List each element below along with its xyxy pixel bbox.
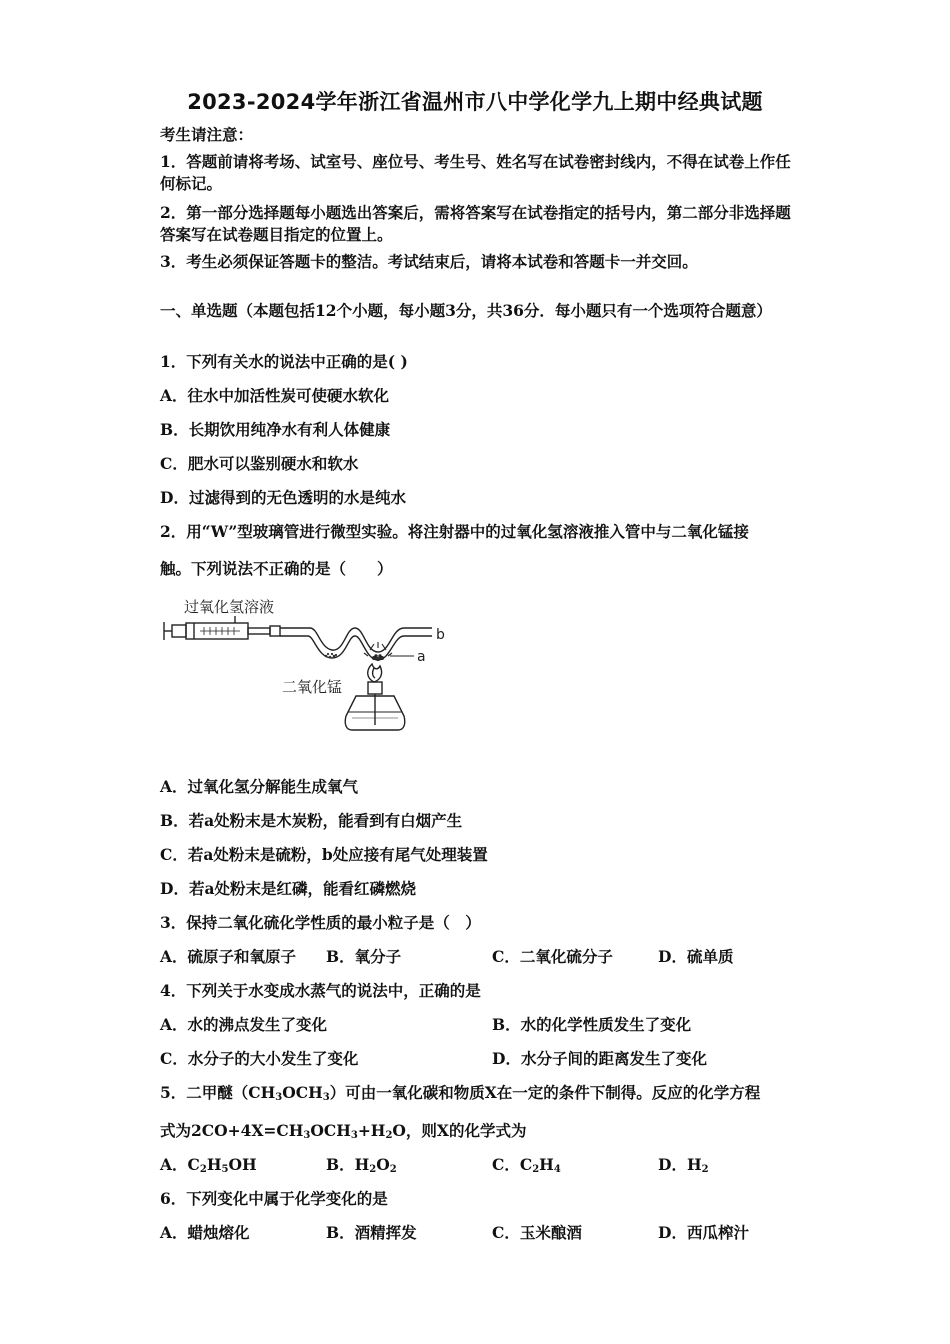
- q6-option-d: D．西瓜榨汁: [658, 1223, 749, 1242]
- q1-option-c: C．肥水可以鉴别硬水和软水: [160, 454, 359, 473]
- q4-option-d: D．水分子间的距离发生了变化: [492, 1049, 707, 1068]
- q3-stem: 3．保持二氧化硫化学性质的最小粒子是（ ）: [160, 913, 481, 932]
- figure-label-b: b: [436, 627, 445, 643]
- q3-option-b: B．氧分子: [326, 947, 402, 966]
- q2-stem-line2: 触。下列说法不正确的是（ ）: [160, 559, 393, 578]
- q3-option-c: C．二氧化硫分子: [492, 947, 613, 966]
- notice-item-3: 3．考生必须保证答题卡的整洁。考试结束后，请将本试卷和答题卡一并交回。: [160, 252, 698, 271]
- q2-option-d: D．若a处粉末是红磷，能看红磷燃烧: [160, 879, 416, 898]
- q2-option-c: C．若a处粉末是硫粉，b处应接有尾气处理装置: [160, 845, 488, 864]
- notice-heading: 考生请注意：: [160, 125, 254, 144]
- q1-option-a: A．往水中加活性炭可使硬水软化: [160, 386, 390, 405]
- alcohol-lamp: [345, 664, 405, 730]
- figure-label-a: a: [417, 649, 426, 665]
- notice-item-2: 2．第一部分选择题每小题选出答案后，需将答案写在试卷指定的括号内，第二部分非选择题答案写在试卷题目指定的位置上。: [160, 203, 791, 244]
- q5-option-b: B．$H_2O_2$: [326, 1155, 397, 1175]
- q2-option-b: B．若a处粉末是木炭粉，能看到有白烟产生: [160, 811, 463, 830]
- q5-option-d: D．$H_2$: [658, 1155, 709, 1175]
- q1-option-d: D．过滤得到的无色透明的水是纯水: [160, 488, 406, 507]
- figure-label-manganese-dioxide: 二氧化锰: [282, 678, 343, 696]
- w-tube-apparatus-figure: [160, 590, 460, 740]
- q4-option-c: C．水分子的大小发生了变化: [160, 1049, 359, 1068]
- q2-option-a: A．过氧化氢分解能生成氧气: [160, 777, 359, 796]
- q5-stem-line2: 式为$2CO+4X=CH_3OCH_3+H_2O$，则X的化学式为: [160, 1121, 527, 1141]
- q6-stem: 6．下列变化中属于化学变化的是: [160, 1189, 388, 1208]
- q4-stem: 4．下列关于水变成水蒸气的说法中，正确的是: [160, 981, 481, 1000]
- notice-item-1: 1．答题前请将考场、试室号、座位号、考生号、姓名写在试卷密封线内，不得在试卷上作任何标记。: [160, 152, 791, 193]
- q1-option-b: B．长期饮用纯净水有利人体健康: [160, 420, 391, 439]
- page-title: 2023-2024学年浙江省温州市八中学化学九上期中经典试题: [187, 90, 763, 114]
- q5-stem-line1: 5．二甲醚$(CH_3OCH_3)$可由一氧化碳和物质X在一定的条件下制得。反应的化学方程: [160, 1083, 761, 1103]
- q6-option-b: B．酒精挥发: [326, 1223, 417, 1242]
- q2-stem-line1: 2．用“W”型玻璃管进行微型实验。将注射器中的过氧化氢溶液推入管中与二氧化锰接: [160, 522, 749, 541]
- q6-option-a: A．蜡烛熔化: [160, 1223, 250, 1242]
- q3-option-a: A．硫原子和氧原子: [160, 947, 297, 966]
- q1-stem: 1．下列有关水的说法中正确的是( ): [160, 352, 408, 371]
- q6-option-c: C．玉米酿酒: [492, 1223, 582, 1242]
- section-heading: 一、单选题（本题包括12个小题，每小题3分，共36分．每小题只有一个选项符合题意）: [160, 301, 772, 320]
- w-shaped-tube: [280, 628, 432, 660]
- q3-option-d: D．硫单质: [658, 947, 734, 966]
- q5-option-c: C．$C_2H_4$: [492, 1155, 561, 1175]
- figure-label-hydrogen-peroxide: 过氧化氢溶液: [184, 598, 275, 616]
- syringe-diagram: [164, 616, 280, 640]
- q4-option-b: B．水的化学性质发生了变化: [492, 1015, 692, 1034]
- q4-option-a: A．水的沸点发生了变化: [160, 1015, 328, 1034]
- q5-option-a: A．$C_2H_5OH$: [160, 1155, 257, 1175]
